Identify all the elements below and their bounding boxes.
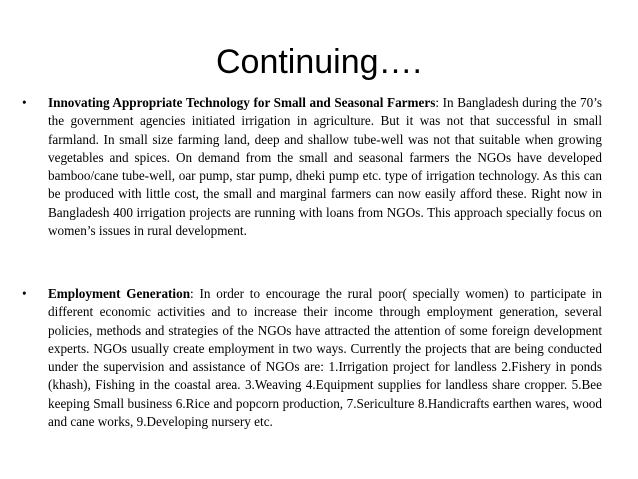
bullet-paragraph [48, 285, 602, 431]
bullet-body: : In order to encourage the rural poor( specially women) to participate in different economic activities and to increase their income through employment generation, several policies, methods and strategies of the NGOs have attracted the attention of some foreign development experts. NGOs usually create employment in two ways. Currently the projects that are being conducted under the supervision and assistance of NGOs are: 1.Irrigation project for landless 2.Fishery in ponds (khash), Fishing in the coastal area. 3.Weaving 4.Equipment supplies for landless share cropper. 5.Bee keeping Small business 6.Rice and popcorn production, 7.Sericulture 8.Handicrafts earthen wares, wood and cane works, 9.Developing nursery etc. [48, 286, 602, 430]
bullet-heading: Innovating Appropriate Technology for Small and Seasonal Farmers [48, 95, 436, 110]
bullet-heading: Employment Generation [48, 286, 191, 301]
slide-title: Continuing…. [215, 43, 422, 81]
bullet-body: : In Bangladesh during the 70’s the government agencies initiated irrigation in agriculture. But it was not that successful in small farmland. In small size farming land, deep and shallow tube-well was not that suitable when growing vegetables and spices. On demand from the small and seasonal farmers the NGOs have developed bamboo/cane tube-well, oar pump, star pump, dheki pump etc. type of irrigation technology. As this can be produced with little cost, the small and marginal farmers can now easily afford these. Right now in Bangladesh 400 irrigation projects are running with loans from NGOs. This approach specially focus on women’s issues in rural development. [48, 95, 603, 239]
bullet-paragraph [48, 94, 602, 240]
bullet-icon: • [22, 95, 27, 110]
bullet-icon: • [22, 286, 27, 301]
bullet-item-technology [22, 94, 602, 240]
bullet-item-employment [22, 285, 602, 431]
